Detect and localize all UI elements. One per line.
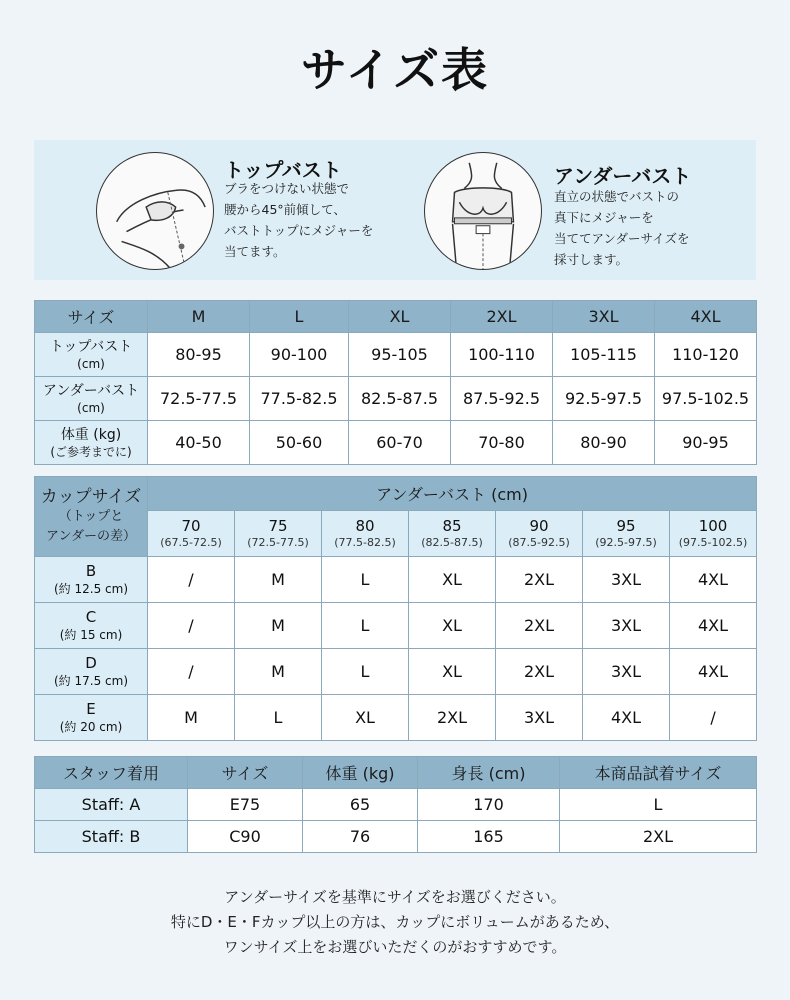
cup-corner-cell xyxy=(35,477,148,557)
table-row xyxy=(35,649,757,695)
table-cell: 70-80 xyxy=(451,421,553,465)
table-cell: 4XL xyxy=(583,695,670,741)
table-cell: 105-115 xyxy=(553,333,655,377)
size-header-cell: 4XL xyxy=(655,301,757,333)
table-row xyxy=(35,789,757,821)
measurement-guide xyxy=(34,140,756,280)
table-row xyxy=(35,557,757,603)
under-bust-header: アンダーバスト (cm) xyxy=(148,477,757,511)
size-table xyxy=(34,300,757,465)
size-header-cell: 2XL xyxy=(451,301,553,333)
table-cell: 50-60 xyxy=(250,421,349,465)
cup-corner-title: カップサイズ xyxy=(40,486,142,507)
table-cell: 72.5-77.5 xyxy=(148,377,250,421)
table-cell: / xyxy=(148,603,235,649)
table-cell: 3XL xyxy=(583,649,670,695)
staff-table xyxy=(34,756,757,853)
table-cell: 65 xyxy=(303,789,418,821)
cup-label: E (約 20 cm) xyxy=(35,695,148,741)
cup-corner-sub: （トップと xyxy=(58,508,124,524)
size-header-cell: XL xyxy=(349,301,451,333)
table-cell: 4XL xyxy=(670,603,757,649)
table-cell: 165 xyxy=(418,821,560,853)
table-cell: 60-70 xyxy=(349,421,451,465)
table-cell: M xyxy=(235,557,322,603)
cup-table-header-row xyxy=(35,477,757,511)
top-bust-line: バストトップにメジャーを xyxy=(224,223,374,238)
cup-corner-sub: アンダーの差） xyxy=(46,528,136,544)
top-bust-line: ブラをつけない状態で xyxy=(224,181,350,196)
table-cell: C90 xyxy=(188,821,303,853)
staff-header-cell: 身長 (cm) xyxy=(418,757,560,789)
footer-line: 特にD・E・Fカップ以上の方は、カップにボリュームがあるため、 xyxy=(170,913,620,931)
table-cell: 100-110 xyxy=(451,333,553,377)
footer-note xyxy=(0,885,790,960)
under-bust-line: 当ててアンダーサイズを xyxy=(554,231,690,246)
table-cell: 170 xyxy=(418,789,560,821)
table-cell: 40-50 xyxy=(148,421,250,465)
table-cell: M xyxy=(148,695,235,741)
cup-size-table xyxy=(34,476,757,741)
cup-label: B (約 12.5 cm) xyxy=(35,557,148,603)
table-cell: L xyxy=(322,649,409,695)
table-cell: XL xyxy=(409,557,496,603)
footer-line: ワンサイズ上をお選びいただくのがおすすめです。 xyxy=(223,938,567,956)
size-header-cell: サイズ xyxy=(35,301,148,333)
table-cell: 97.5-102.5 xyxy=(655,377,757,421)
table-cell: L xyxy=(560,789,757,821)
band-cell: 95 (92.5-97.5) xyxy=(583,511,670,557)
table-cell: 3XL xyxy=(583,603,670,649)
band-cell: 85 (82.5-87.5) xyxy=(409,511,496,557)
table-cell: L xyxy=(235,695,322,741)
under-bust-line: 採寸します。 xyxy=(554,252,629,267)
table-row xyxy=(35,421,757,465)
top-bust-illustration-icon xyxy=(96,152,214,270)
staff-header-cell: 本商品試着サイズ xyxy=(560,757,757,789)
under-bust-instructions xyxy=(554,186,690,270)
table-cell: 2XL xyxy=(496,603,583,649)
top-bust-line: 腰から45°前傾して、 xyxy=(224,202,346,217)
table-cell: 90-100 xyxy=(250,333,349,377)
under-bust-line: 直立の状態でバストの xyxy=(554,189,680,204)
table-cell: 2XL xyxy=(496,649,583,695)
band-cell: 75 (72.5-77.5) xyxy=(235,511,322,557)
table-cell: L xyxy=(322,557,409,603)
table-cell: 4XL xyxy=(670,557,757,603)
under-bust-illustration-icon xyxy=(424,152,542,270)
table-cell: 2XL xyxy=(496,557,583,603)
table-cell: 110-120 xyxy=(655,333,757,377)
table-row xyxy=(35,333,757,377)
band-cell: 70 (67.5-72.5) xyxy=(148,511,235,557)
table-cell: L xyxy=(322,603,409,649)
row-label: トップバスト (cm) xyxy=(35,333,148,377)
table-cell: 3XL xyxy=(496,695,583,741)
size-table-header-row xyxy=(35,301,757,333)
top-bust-instructions xyxy=(224,178,373,262)
table-cell: / xyxy=(148,649,235,695)
table-row xyxy=(35,695,757,741)
table-cell: 76 xyxy=(303,821,418,853)
table-cell: 3XL xyxy=(583,557,670,603)
table-cell: XL xyxy=(409,649,496,695)
top-bust-line: 当てます。 xyxy=(224,244,286,259)
staff-table-header-row xyxy=(35,757,757,789)
table-cell: M xyxy=(235,603,322,649)
staff-header-cell: サイズ xyxy=(188,757,303,789)
table-cell: M xyxy=(235,649,322,695)
top-bust-title: トップバスト xyxy=(224,158,342,182)
cup-label: C (約 15 cm) xyxy=(35,603,148,649)
table-cell: 95-105 xyxy=(349,333,451,377)
table-cell: XL xyxy=(322,695,409,741)
table-cell: 2XL xyxy=(560,821,757,853)
table-cell: / xyxy=(670,695,757,741)
staff-label: Staff: B xyxy=(35,821,188,853)
table-cell: 87.5-92.5 xyxy=(451,377,553,421)
table-row xyxy=(35,821,757,853)
staff-header-cell: スタッフ着用 xyxy=(35,757,188,789)
table-cell: 2XL xyxy=(409,695,496,741)
table-cell: 90-95 xyxy=(655,421,757,465)
under-bust-title: アンダーバスト xyxy=(554,164,692,188)
size-header-cell: L xyxy=(250,301,349,333)
table-cell: 82.5-87.5 xyxy=(349,377,451,421)
staff-header-cell: 体重 (kg) xyxy=(303,757,418,789)
table-cell: E75 xyxy=(188,789,303,821)
cup-label: D (約 17.5 cm) xyxy=(35,649,148,695)
table-cell: XL xyxy=(409,603,496,649)
band-cell: 90 (87.5-92.5) xyxy=(496,511,583,557)
table-cell: 80-90 xyxy=(553,421,655,465)
footer-line: アンダーサイズを基準にサイズをお選びください。 xyxy=(224,888,566,906)
table-cell: 77.5-82.5 xyxy=(250,377,349,421)
band-cell: 80 (77.5-82.5) xyxy=(322,511,409,557)
size-header-cell: M xyxy=(148,301,250,333)
table-row xyxy=(35,377,757,421)
table-cell: 4XL xyxy=(670,649,757,695)
size-header-cell: 3XL xyxy=(553,301,655,333)
table-cell: 92.5-97.5 xyxy=(553,377,655,421)
page-title: サイズ表 xyxy=(300,43,490,97)
table-row xyxy=(35,603,757,649)
row-label: 体重 (kg) (ご参考までに) xyxy=(35,421,148,465)
band-cell: 100 (97.5-102.5) xyxy=(670,511,757,557)
table-cell: / xyxy=(148,557,235,603)
staff-label: Staff: A xyxy=(35,789,188,821)
under-bust-line: 真下にメジャーを xyxy=(554,210,654,225)
row-label: アンダーバスト (cm) xyxy=(35,377,148,421)
table-cell: 80-95 xyxy=(148,333,250,377)
